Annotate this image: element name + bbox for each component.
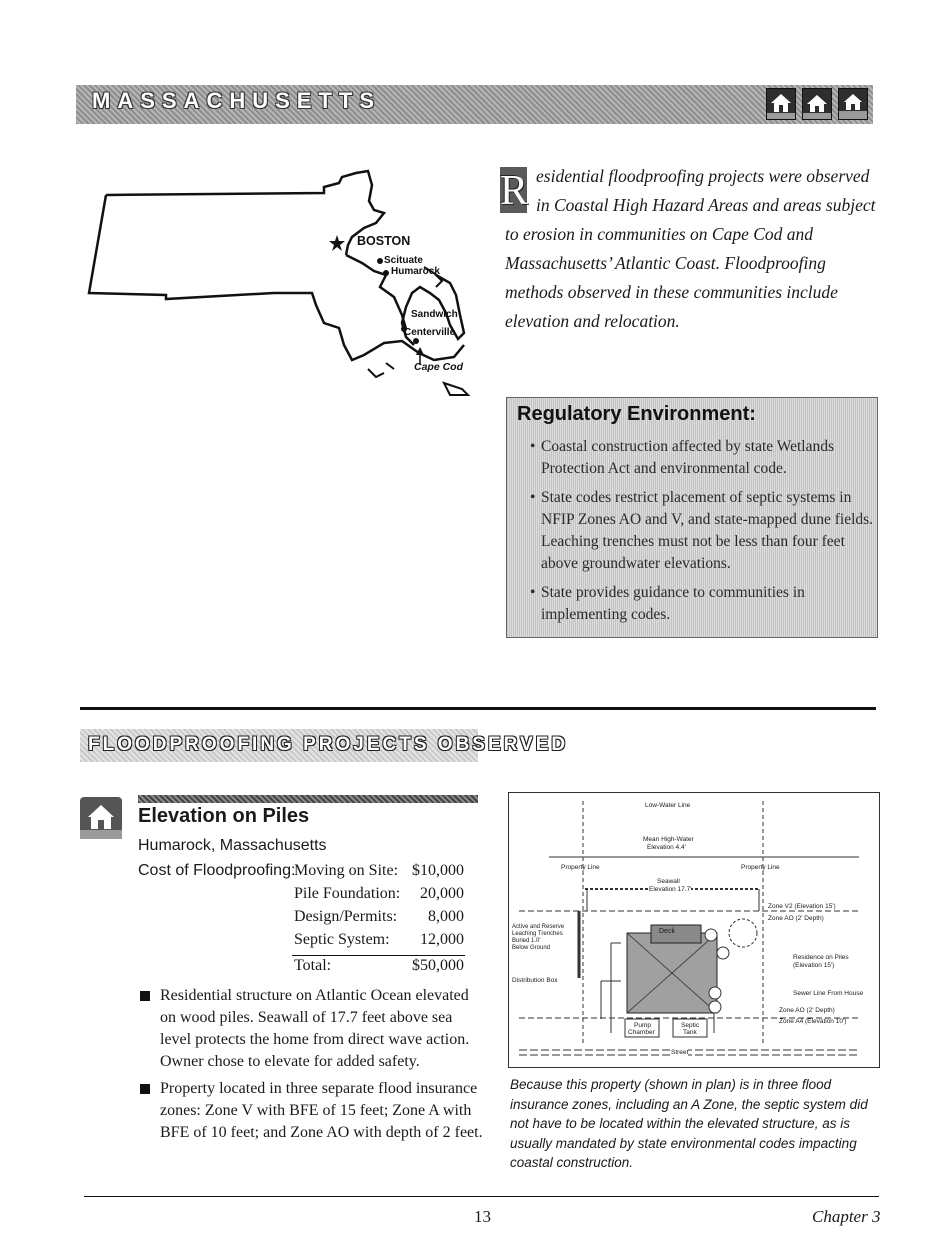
- project-bullet-line: Property located in three separate flood insurance: [160, 1080, 478, 1097]
- chapter-label: Chapter 3: [812, 1207, 881, 1226]
- bullet-square-icon: [140, 991, 150, 1001]
- diagram-label: Zone A4 (Elevation 10'): [779, 1018, 847, 1025]
- regulatory-line: NFIP Zones AO and V, and state-mapped dune fields.: [541, 511, 874, 528]
- intro-line: methods observed in these communities include: [505, 282, 838, 302]
- regulatory-line: Coastal construction affected by state Wetlands: [541, 438, 835, 455]
- regulatory-line: implementing codes.: [541, 606, 671, 623]
- diagram-label: Property Line: [561, 864, 600, 871]
- footer-rule: [84, 1196, 879, 1197]
- regulatory-line: Leaching trenches must not be less than four feet: [541, 533, 845, 550]
- project-title: Elevation on Piles: [138, 805, 310, 827]
- diagram-label: Property Line: [741, 864, 780, 871]
- diagram-label: Street: [671, 1049, 689, 1056]
- state-title: MASSACHUSETTS: [92, 88, 382, 113]
- section-title: FLOODPROOFING PROJECTS OBSERVED: [88, 734, 569, 755]
- project-bullet-line: BFE of 10 feet; and Zone AO with depth of 2 feet.: [160, 1124, 483, 1141]
- diagram-label: (Elevation 15'): [793, 962, 835, 969]
- house-icon: [80, 797, 122, 839]
- regulatory-line: above groundwater elevations.: [541, 555, 731, 572]
- house-icon: [802, 88, 832, 120]
- regulatory-line: Protection Act and environmental code.: [541, 460, 787, 477]
- cost-value: 8,000: [428, 908, 464, 925]
- total-label: Total:: [294, 957, 332, 974]
- cost-value: $10,000: [412, 862, 464, 879]
- project-bullet-line: level protects the home from direct wave action.: [160, 1031, 470, 1048]
- site-plan-diagram: [508, 792, 880, 1068]
- intro-line: in Coastal High Hazard Areas and areas subject: [536, 195, 876, 215]
- diagram-label: Mean High-Water: [643, 836, 694, 843]
- intro-line: esidential floodproofing projects were observed: [536, 166, 870, 186]
- project-header-bar: [138, 795, 478, 803]
- map-label-cape-cod: Cape Cod: [414, 361, 464, 373]
- map-label-humarock: Humarock: [391, 266, 440, 277]
- house-icon: [838, 88, 868, 120]
- project-bullet-line: on wood piles. Seawall of 17.7 feet above sea: [160, 1009, 453, 1026]
- diagram-label: Zone AO (2' Depth): [768, 915, 824, 922]
- map-label-boston: BOSTON: [357, 234, 411, 248]
- diagram-label: Elevation 17.7': [649, 886, 692, 893]
- diagram-label: Seawall: [657, 878, 680, 885]
- diagram-label: Chamber: [628, 1029, 655, 1036]
- project-bullet-line: zones: Zone V with BFE of 15 feet; Zone A with: [160, 1102, 472, 1119]
- cost-item: Septic System:: [294, 931, 390, 948]
- diagram-label: Low-Water Line: [645, 802, 691, 809]
- map-label-scituate: Scituate: [384, 255, 423, 266]
- project-location: Humarock, Massachusetts: [138, 837, 327, 854]
- intro-line: Massachusetts’ Atlantic Coast. Floodproofing: [505, 253, 826, 273]
- drop-cap: R: [500, 168, 529, 214]
- diagram-label: Elevation 4.4': [647, 844, 686, 851]
- cost-item: Moving on Site:: [294, 862, 399, 879]
- project-bullet-line: Owner chose to elevate for added safety.: [160, 1053, 420, 1070]
- diagram-label: Pump: [634, 1022, 651, 1029]
- diagram-label: Septic: [681, 1022, 700, 1029]
- cost-item: Design/Permits:: [294, 908, 398, 925]
- intro-line: to erosion in communities on Cape Cod and: [505, 224, 814, 244]
- page-number: 13: [474, 1207, 491, 1226]
- cost-label: Cost of Floodproofing:: [138, 862, 296, 879]
- cost-value: 12,000: [420, 931, 464, 948]
- section-divider: [80, 707, 876, 710]
- cost-value: 20,000: [420, 885, 464, 902]
- project-bullet-line: Residential structure on Atlantic Ocean elevated: [160, 987, 469, 1004]
- diagram-label: Leaching Trenches: [512, 931, 563, 937]
- bullet-dot: •: [530, 489, 536, 506]
- diagram-label: Residence on Piles: [793, 954, 849, 961]
- bullet-square-icon: [140, 1084, 150, 1094]
- map-label-sandwich: Sandwich: [411, 309, 458, 320]
- bullet-dot: •: [530, 584, 536, 601]
- diagram-label: Zone V2 (Elevation 15'): [768, 903, 836, 910]
- regulatory-line: State codes restrict placement of septic systems in: [541, 489, 852, 506]
- diagram-label: Tank: [683, 1029, 697, 1036]
- diagram-label: Below Ground: [512, 945, 551, 951]
- regulatory-line: State provides guidance to communities in: [541, 584, 805, 601]
- diagram-label: Distribution Box: [512, 977, 558, 984]
- cost-item: Pile Foundation:: [294, 885, 401, 902]
- diagram-label: Deck: [659, 928, 675, 935]
- regulatory-title: Regulatory Environment:: [517, 403, 756, 425]
- diagram-label: Zone AO (2' Depth): [779, 1007, 835, 1014]
- intro-line: elevation and relocation.: [505, 311, 680, 331]
- diagram-label: Active and Reserve: [512, 924, 565, 930]
- map-label-centerville: Centerville: [404, 327, 456, 338]
- house-icon: [766, 88, 796, 120]
- diagram-caption: Because this property (shown in plan) is in three flood insurance zones, including an A Zone, the septic system did not have to be located within the elevated structure, as is usually mandated by state environmental codes impacting coastal construction.: [510, 1077, 868, 1170]
- diagram-label: Buried 1.0': [512, 938, 541, 944]
- total-rule: [292, 955, 465, 956]
- bullet-dot: •: [530, 438, 536, 455]
- total-value: $50,000: [412, 957, 464, 974]
- diagram-label: Sewer Line From House: [793, 990, 864, 997]
